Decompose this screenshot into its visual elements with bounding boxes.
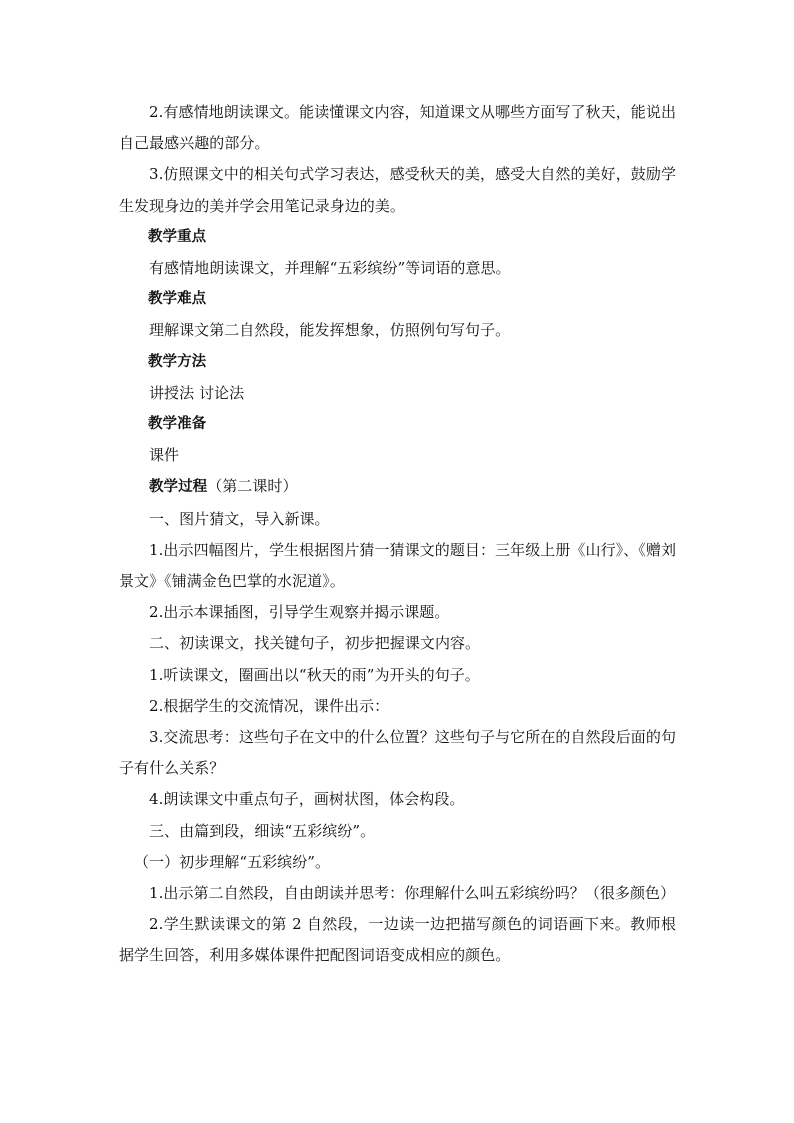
teaching-process-session: （第二课时） <box>207 477 298 496</box>
teaching-difficulty-paragraph: 理解课文第二自然段，能发挥想象，仿照例句写句子。 <box>149 321 511 340</box>
section-3-heading: 三、由篇到段，细读“五彩缤纷”。 <box>149 821 376 840</box>
teaching-process-title: 教学过程 <box>149 479 208 496</box>
section-1-heading: 一、图片猜文，导入新课。 <box>149 509 330 528</box>
teaching-focus-heading: 教学重点 <box>148 228 207 245</box>
section-2-item-3: 3.交流思考：这些句子在文中的什么位置？这些句子与它所在的自然段后面的句子有什么关系？ <box>119 728 676 778</box>
section-1-item-2: 2.出示本课插图，引导学生观察并揭示课题。 <box>149 603 450 622</box>
teaching-process-heading <box>119 471 676 503</box>
section-2-item-1: 1.听读课文，圈画出以“秋天的雨”为开头的句子。 <box>149 665 480 684</box>
section-2-heading: 二、初读课文，找关键句子，初步把握课文内容。 <box>149 634 481 653</box>
section-3-item-2: 2.学生默读课文的第 2 自然段，一边读一边把描写颜色的词语画下来。教师根据学生回答，利用多媒体课件把配图词语变成相应的颜色。 <box>119 915 676 965</box>
teaching-preparation-paragraph: 课件 <box>149 446 180 465</box>
section-3-item-1: 1.出示第二自然段，自由朗读并思考：你理解什么叫五彩缤纷吗？（很多颜色） <box>149 884 676 903</box>
teaching-difficulty-heading: 教学难点 <box>148 291 207 308</box>
teaching-method-paragraph: 讲授法 讨论法 <box>149 383 245 402</box>
section-1-item-1: 1.出示四幅图片，学生根据图片猜一猜课文的题目：三年级上册《山行》、《赠刘景文》《铺满金色巴掌的水泥道》。 <box>119 540 676 591</box>
document-content <box>119 97 676 972</box>
teaching-method-heading: 教学方法 <box>148 353 207 370</box>
teaching-focus-paragraph: 有感情地朗读课文，并理解“五彩缤纷”等词语的意思。 <box>149 259 511 278</box>
teaching-preparation-heading: 教学准备 <box>148 416 207 433</box>
objective-2-paragraph: 2.有感情地朗读课文。能读懂课文内容，知道课文从哪些方面写了秋天，能说出自己最感兴趣的部分。 <box>119 103 676 153</box>
objective-3-paragraph: 3.仿照课文中的相关句式学习表达，感受秋天的美，感受大自然的美好，鼓励学生发现身边的美并学会用笔记录身边的美。 <box>119 165 676 215</box>
section-2-item-4: 4.朗读课文中重点句子，画树状图，体会构段。 <box>149 790 465 809</box>
section-2-item-2: 2.根据学生的交流情况，课件出示： <box>149 696 390 715</box>
section-3-subheading: （一）初步理解“五彩缤纷”。 <box>134 852 331 871</box>
